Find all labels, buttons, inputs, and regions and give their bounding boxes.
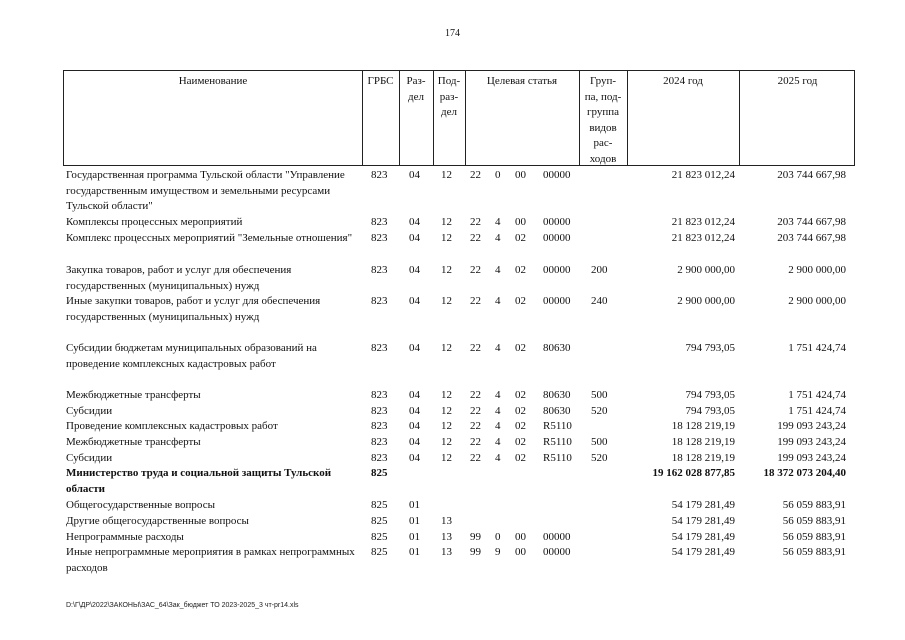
- cell-y2025: 203 744 667,98: [777, 232, 846, 244]
- header-name: Наименование: [178, 75, 248, 87]
- cell-ts1: 22: [470, 264, 481, 276]
- cell-podr: 13: [441, 531, 452, 543]
- cell-y2025: 199 093 243,24: [777, 420, 846, 432]
- row-name: Субсидии: [66, 452, 113, 464]
- cell-grbs: 823: [371, 452, 388, 464]
- cell-razd: 04: [409, 420, 420, 432]
- cell-ts3: 02: [515, 389, 526, 401]
- cell-razd: 04: [409, 264, 420, 276]
- cell-ts2: 0: [495, 169, 501, 181]
- cell-ts2: 0: [495, 531, 501, 543]
- cell-y2025: 203 744 667,98: [777, 169, 846, 181]
- row-name: Непрограммные расходы: [66, 531, 184, 543]
- cell-y2024: 54 179 281,49: [671, 546, 735, 558]
- cell-razd: 04: [409, 389, 420, 401]
- cell-grp: 200: [591, 264, 608, 276]
- cell-y2025: 203 744 667,98: [777, 216, 846, 228]
- cell-grbs: 823: [371, 342, 388, 354]
- cell-ts4: 00000: [543, 216, 571, 228]
- cell-ts2: 4: [495, 405, 501, 417]
- cell-podr: 12: [441, 295, 452, 307]
- cell-grbs: 823: [371, 295, 388, 307]
- cell-podr: 13: [441, 546, 452, 558]
- cell-y2024: 2 900 000,00: [677, 295, 735, 307]
- cell-ts2: 4: [495, 295, 501, 307]
- cell-razd: 04: [409, 216, 420, 228]
- cell-podr: 12: [441, 216, 452, 228]
- cell-ts4: 80630: [543, 405, 571, 417]
- cell-razd: 04: [409, 452, 420, 464]
- cell-grbs: 823: [371, 264, 388, 276]
- cell-y2025: 18 372 073 204,40: [763, 467, 846, 479]
- cell-y2024: 794 793,05: [685, 342, 735, 354]
- cell-razd: 04: [409, 405, 420, 417]
- cell-ts1: 22: [470, 295, 481, 307]
- cell-y2025: 199 093 243,24: [777, 452, 846, 464]
- cell-ts3: 02: [515, 420, 526, 432]
- footer-file-path: D:\Г\ДР\2022\ЗАКОНЫ\ЗАС_64\Зак_бюджет ТО 2023-2025_3 чт-pr14.xls: [66, 602, 299, 609]
- cell-ts4: 00000: [543, 232, 571, 244]
- cell-podr: 12: [441, 264, 452, 276]
- cell-ts3: 02: [515, 295, 526, 307]
- cell-y2025: 1 751 424,74: [788, 342, 846, 354]
- cell-razd: 01: [409, 515, 420, 527]
- cell-ts3: 02: [515, 264, 526, 276]
- cell-ts4: 00000: [543, 264, 571, 276]
- cell-y2025: 56 059 883,91: [782, 531, 846, 543]
- header-grbs: ГРБС: [367, 75, 394, 87]
- cell-ts2: 4: [495, 436, 501, 448]
- cell-y2024: 54 179 281,49: [671, 515, 735, 527]
- table-header: [63, 70, 855, 166]
- cell-ts2: 4: [495, 452, 501, 464]
- row-name: Иные непрограммные мероприятия в рамках непрограммных расходов: [66, 546, 355, 574]
- cell-grbs: 823: [371, 232, 388, 244]
- cell-y2024: 18 128 219,19: [671, 436, 735, 448]
- cell-ts3: 00: [515, 169, 526, 181]
- cell-y2024: 19 162 028 877,85: [652, 467, 735, 479]
- cell-podr: 12: [441, 452, 452, 464]
- cell-ts1: 22: [470, 405, 481, 417]
- cell-ts1: 22: [470, 232, 481, 244]
- cell-ts3: 00: [515, 216, 526, 228]
- row-name: Закупка товаров, работ и услуг для обеспечения государственных (муниципальных) нужд: [66, 264, 292, 292]
- cell-ts1: 22: [470, 420, 481, 432]
- cell-y2025: 199 093 243,24: [777, 436, 846, 448]
- cell-ts2: 4: [495, 232, 501, 244]
- cell-ts4: 80630: [543, 342, 571, 354]
- cell-razd: 04: [409, 342, 420, 354]
- cell-ts3: 00: [515, 531, 526, 543]
- header-year-2025: 2025 год: [777, 75, 818, 87]
- cell-y2024: 794 793,05: [685, 405, 735, 417]
- cell-y2024: 21 823 012,24: [671, 216, 735, 228]
- cell-ts2: 4: [495, 420, 501, 432]
- cell-podr: 12: [441, 342, 452, 354]
- cell-ts1: 22: [470, 342, 481, 354]
- cell-ts4: 00000: [543, 295, 571, 307]
- row-name: Общегосударственные вопросы: [66, 499, 215, 511]
- cell-podr: 12: [441, 405, 452, 417]
- cell-ts2: 4: [495, 216, 501, 228]
- cell-ts4: 00000: [543, 169, 571, 181]
- cell-razd: 04: [409, 169, 420, 181]
- cell-podr: 12: [441, 436, 452, 448]
- cell-razd: 01: [409, 499, 420, 511]
- row-name: Межбюджетные трансферты: [66, 436, 201, 448]
- cell-ts3: 02: [515, 405, 526, 417]
- cell-y2024: 2 900 000,00: [677, 264, 735, 276]
- cell-ts1: 22: [470, 216, 481, 228]
- header-year-2024: 2024 год: [663, 75, 703, 87]
- cell-y2025: 56 059 883,91: [782, 546, 846, 558]
- cell-ts2: 9: [495, 546, 501, 558]
- row-name: Государственная программа Тульской области "Управление государственным имуществом и земельными ресурсами Тульской области": [66, 169, 345, 212]
- cell-ts2: 4: [495, 264, 501, 276]
- row-name: Другие общегосударственные вопросы: [66, 515, 249, 527]
- cell-podr: 12: [441, 389, 452, 401]
- cell-grbs: 825: [371, 546, 388, 558]
- cell-grbs: 825: [371, 515, 388, 527]
- cell-ts4: R5110: [543, 436, 572, 448]
- cell-ts3: 02: [515, 436, 526, 448]
- cell-ts2: 4: [495, 342, 501, 354]
- cell-razd: 04: [409, 295, 420, 307]
- cell-y2024: 794 793,05: [685, 389, 735, 401]
- cell-ts1: 99: [470, 531, 481, 543]
- cell-grp: 240: [591, 295, 608, 307]
- row-name: Субсидии бюджетам муниципальных образований на проведение комплексных кадастровых работ: [66, 342, 317, 370]
- cell-grbs: 823: [371, 389, 388, 401]
- cell-grbs: 823: [371, 169, 388, 181]
- header-target-article: Целевая статья: [486, 75, 558, 87]
- row-name: Комплексы процессных мероприятий: [66, 216, 243, 228]
- cell-grp: 500: [591, 436, 608, 448]
- row-name: Министерство труда и социальной защиты Тульской области: [66, 467, 332, 495]
- cell-razd: 04: [409, 436, 420, 448]
- header-razdel: Раз- дел: [406, 75, 426, 103]
- cell-y2025: 2 900 000,00: [788, 264, 846, 276]
- cell-ts4: 00000: [543, 531, 571, 543]
- cell-grbs: 823: [371, 436, 388, 448]
- cell-y2024: 18 128 219,19: [671, 452, 735, 464]
- cell-grbs: 823: [371, 420, 388, 432]
- cell-ts1: 22: [470, 436, 481, 448]
- cell-grbs: 825: [371, 499, 388, 511]
- cell-grp: 520: [591, 452, 608, 464]
- cell-ts4: 80630: [543, 389, 571, 401]
- cell-ts3: 02: [515, 232, 526, 244]
- cell-ts1: 22: [470, 389, 481, 401]
- cell-y2025: 56 059 883,91: [782, 515, 846, 527]
- cell-razd: 01: [409, 546, 420, 558]
- cell-grbs: 823: [371, 405, 388, 417]
- cell-grbs: 825: [371, 467, 388, 479]
- cell-ts3: 02: [515, 452, 526, 464]
- header-podrazdel: Под- раз- дел: [437, 75, 461, 118]
- cell-y2024: 54 179 281,49: [671, 499, 735, 511]
- cell-ts4: R5110: [543, 420, 572, 432]
- header-expense-group: Груп- па, под- группа видов рас- ходов: [584, 75, 622, 165]
- cell-ts1: 99: [470, 546, 481, 558]
- cell-y2025: 56 059 883,91: [782, 499, 846, 511]
- cell-y2025: 1 751 424,74: [788, 389, 846, 401]
- cell-y2024: 54 179 281,49: [671, 531, 735, 543]
- cell-grp: 500: [591, 389, 608, 401]
- cell-ts2: 4: [495, 389, 501, 401]
- cell-ts4: 00000: [543, 546, 571, 558]
- row-name: Комплекс процессных мероприятий "Земельные отношения": [66, 232, 353, 244]
- row-name: Субсидии: [66, 405, 113, 417]
- row-name: Межбюджетные трансферты: [66, 389, 201, 401]
- page-number: 174: [445, 28, 460, 39]
- row-name: Иные закупки товаров, работ и услуг для обеспечения государственных (муниципальных) нужд: [66, 295, 321, 323]
- cell-ts1: 22: [470, 452, 481, 464]
- cell-razd: 01: [409, 531, 420, 543]
- cell-y2024: 21 823 012,24: [671, 169, 735, 181]
- cell-razd: 04: [409, 232, 420, 244]
- cell-podr: 12: [441, 169, 452, 181]
- cell-ts4: R5110: [543, 452, 572, 464]
- cell-grp: 520: [591, 405, 608, 417]
- row-name: Проведение комплексных кадастровых работ: [66, 420, 278, 432]
- cell-ts3: 00: [515, 546, 526, 558]
- cell-ts3: 02: [515, 342, 526, 354]
- cell-grbs: 823: [371, 216, 388, 228]
- cell-podr: 12: [441, 232, 452, 244]
- cell-y2024: 21 823 012,24: [671, 232, 735, 244]
- cell-grbs: 825: [371, 531, 388, 543]
- cell-ts1: 22: [470, 169, 481, 181]
- cell-y2024: 18 128 219,19: [671, 420, 735, 432]
- cell-y2025: 1 751 424,74: [788, 405, 846, 417]
- cell-y2025: 2 900 000,00: [788, 295, 846, 307]
- cell-podr: 12: [441, 420, 452, 432]
- cell-podr: 13: [441, 515, 452, 527]
